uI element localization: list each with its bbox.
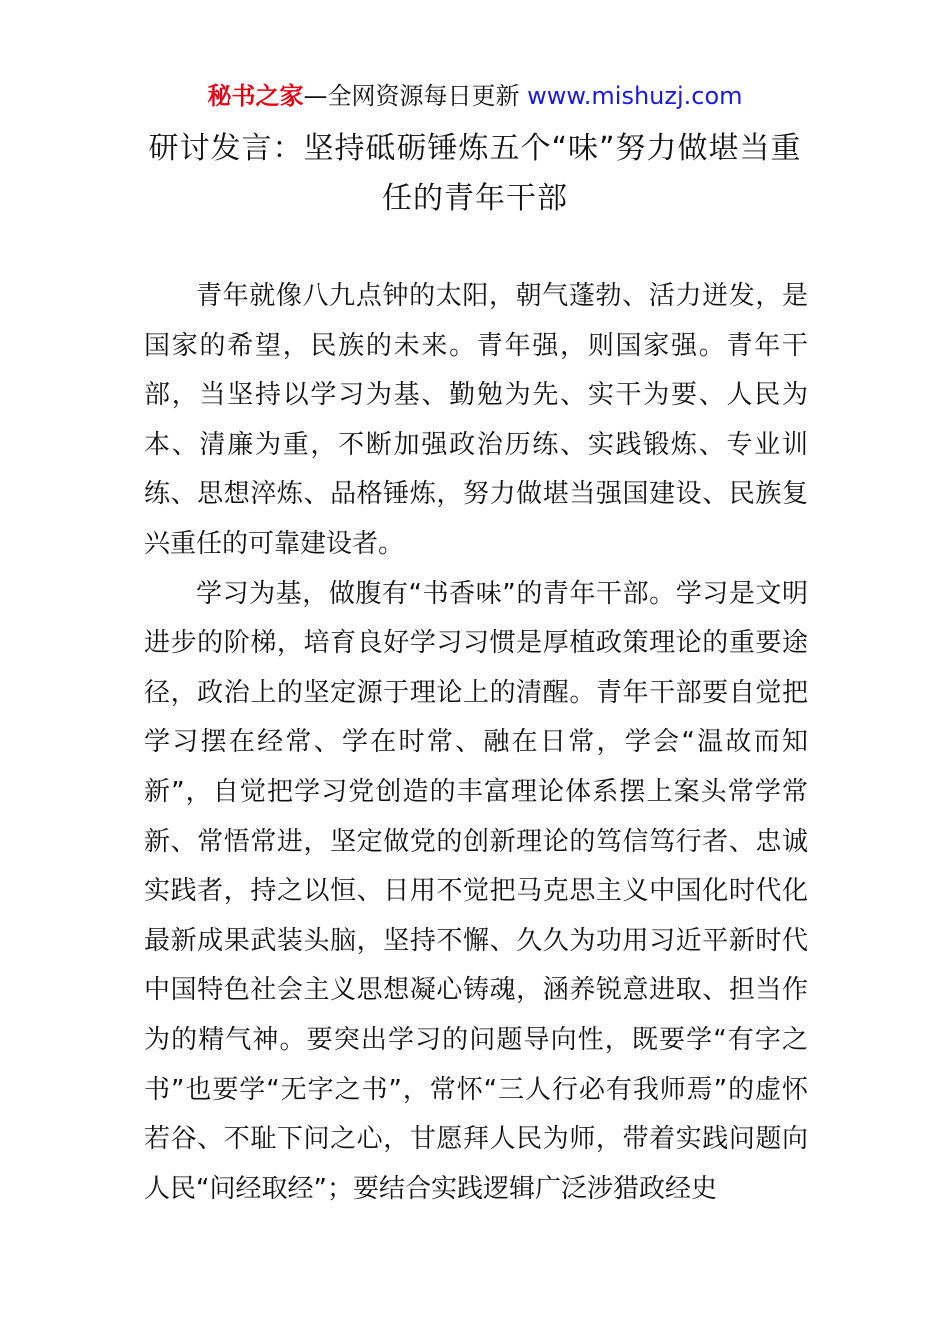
site-url-link[interactable]: www.mishuzj.com xyxy=(527,82,743,110)
header-slogan: —全网资源每日更新 xyxy=(303,82,528,110)
paragraph-study: 学习为基，做腹有“书香味”的青年干部。学习是文明进步的阶梯，培育良好学习习惯是厚植政策理论的重要途径，政治上的坚定源于理论上的清醒。青年干部要自觉把学习摆在经常、学在时常、融在日常，学会“温故而知新”，自觉把学习党创造的丰富理论体系摆上案头常学常新、常悟常进，坚定做党的创新理论的笃信笃行者、忠诚实践者，持之以恒、日用不觉把马克思主义中国化时代化最新成果武装头脑，坚持不懈、久久为功用习近平新时代中国特色社会主义思想凝心铸魂，涵养锐意进取、担当作为的精气神。要突出学习的问题导向性，既要学“有字之书”也要学“无字之书”，常怀“三人行必有我师焉”的虚怀若谷、不耻下问之心，甘愿拜人民为师，带着实践问题向人民“问经取经”；要结合实践逻辑广泛涉猎政经史 xyxy=(144,578,808,1204)
document-title: 研讨发言：坚持砥砺锤炼五个“味”努力做堪当重任的青年干部 xyxy=(148,131,802,216)
site-header xyxy=(0,80,950,112)
brand-name: 秘书之家 xyxy=(207,82,304,110)
document-body xyxy=(144,272,808,1214)
paragraph-intro: 青年就像八九点钟的太阳，朝气蓬勃、活力迸发，是国家的希望，民族的未来。青年强，则国家强。青年干部，当坚持以学习为基、勤勉为先、实干为要、人民为本、清廉为重，不断加强政治历练、实践锻炼、专业训练、思想淬炼、品格锤炼，努力做堪当强国建设、民族复兴重任的可靠建设者。 xyxy=(144,281,808,559)
